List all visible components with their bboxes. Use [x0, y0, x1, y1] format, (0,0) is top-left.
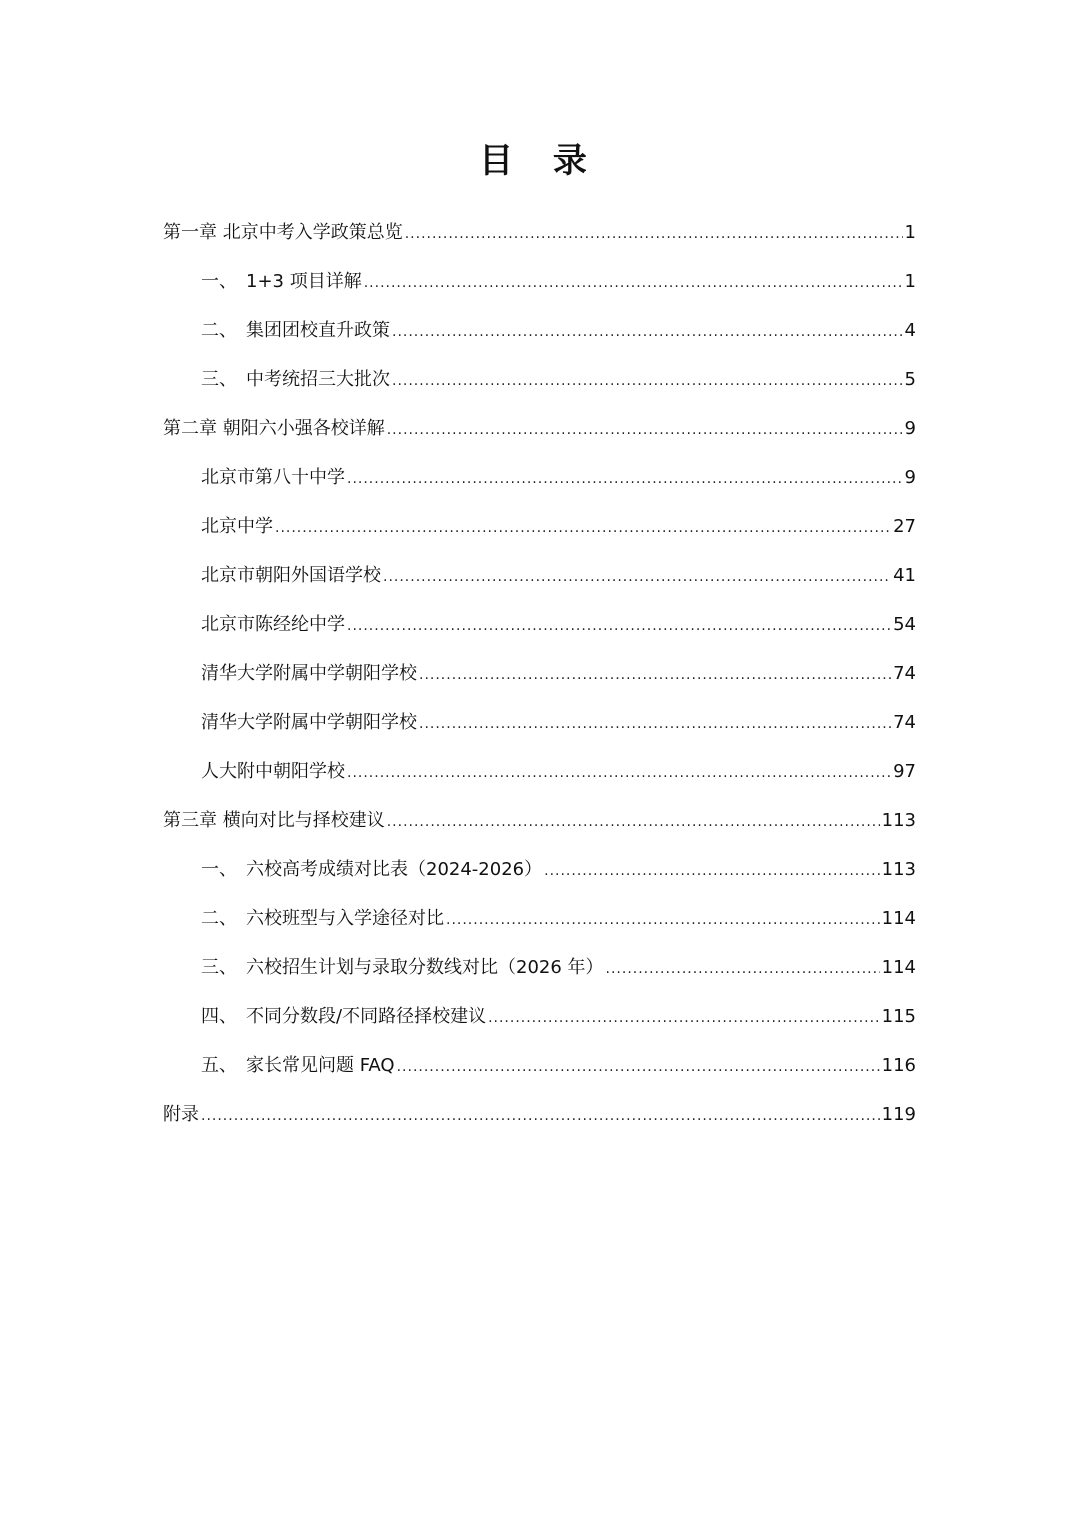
entry-title: 家长常见问题 FAQ — [246, 1055, 395, 1076]
dot-leader — [387, 406, 903, 455]
toc-section-entry[interactable] — [163, 747, 916, 796]
toc-section-entry[interactable] — [163, 992, 916, 1041]
entry-title: 六校班型与入学途径对比 — [246, 908, 444, 929]
page-number: 74 — [893, 663, 916, 684]
entry-title: 六校高考成绩对比表（2024-2026） — [246, 859, 543, 880]
entry-title: 不同分数段/不同路径择校建议 — [246, 1006, 487, 1027]
table-of-contents — [163, 208, 916, 1139]
entry-title: 北京市陈经纶中学 — [201, 614, 345, 635]
page-number: 27 — [893, 516, 916, 537]
entry-title: 北京中学 — [201, 516, 273, 537]
dot-leader — [405, 210, 903, 259]
page-number: 5 — [904, 369, 916, 390]
toc-section-entry[interactable] — [163, 698, 916, 747]
page-number: 97 — [893, 761, 916, 782]
dot-leader — [364, 259, 903, 308]
toc-section-entry[interactable] — [163, 306, 916, 355]
toc-chapter-entry[interactable] — [163, 404, 916, 453]
toc-section-entry[interactable] — [163, 894, 916, 943]
dot-leader — [488, 994, 880, 1043]
page-number: 41 — [893, 565, 916, 586]
entry-title: 清华大学附属中学朝阳学校 — [201, 663, 417, 684]
entry-number: 二、 — [201, 908, 237, 929]
toc-chapter-entry[interactable] — [163, 1090, 916, 1139]
entry-title: 1+3 项目详解 — [246, 271, 362, 292]
entry-title: 集团团校直升政策 — [246, 320, 390, 341]
entry-number: 三、 — [201, 957, 237, 978]
entry-title: 人大附中朝阳学校 — [201, 761, 345, 782]
page-number: 9 — [904, 418, 916, 439]
page-number: 1 — [904, 271, 916, 292]
page-number: 115 — [881, 1006, 916, 1027]
toc-section-entry[interactable] — [163, 257, 916, 306]
toc-chapter-entry[interactable] — [163, 208, 916, 257]
entry-title: 第三章 横向对比与择校建议 — [163, 810, 385, 831]
entry-title: 北京市朝阳外国语学校 — [201, 565, 381, 586]
dot-leader — [392, 357, 903, 406]
dot-leader — [347, 749, 891, 798]
dot-leader — [397, 1043, 880, 1092]
dot-leader — [419, 700, 891, 749]
entry-number: 五、 — [201, 1055, 237, 1076]
entry-title: 附录 — [163, 1104, 199, 1125]
entry-title: 中考统招三大批次 — [246, 369, 390, 390]
dot-leader — [201, 1092, 880, 1141]
entry-number: 二、 — [201, 320, 237, 341]
entry-title: 第二章 朝阳六小强各校详解 — [163, 418, 385, 439]
toc-section-entry[interactable] — [163, 649, 916, 698]
entry-number: 四、 — [201, 1006, 237, 1027]
page-number: 9 — [904, 467, 916, 488]
dot-leader — [275, 504, 891, 553]
toc-title: 目 录 — [479, 141, 601, 181]
page-number: 114 — [881, 957, 916, 978]
toc-section-entry[interactable] — [163, 1041, 916, 1090]
entry-title: 六校招生计划与录取分数线对比（2026 年） — [246, 957, 604, 978]
dot-leader — [544, 847, 880, 896]
dot-leader — [387, 798, 880, 847]
dot-leader — [392, 308, 903, 357]
page-number: 1 — [904, 222, 916, 243]
toc-section-entry[interactable] — [163, 502, 916, 551]
dot-leader — [606, 945, 880, 994]
toc-section-entry[interactable] — [163, 943, 916, 992]
dot-leader — [347, 602, 891, 651]
toc-section-entry[interactable] — [163, 600, 916, 649]
dot-leader — [446, 896, 880, 945]
toc-chapter-entry[interactable] — [163, 796, 916, 845]
entry-number: 一、 — [201, 271, 237, 292]
dot-leader — [419, 651, 891, 700]
toc-section-entry[interactable] — [163, 551, 916, 600]
entry-title: 第一章 北京中考入学政策总览 — [163, 222, 403, 243]
toc-section-entry[interactable] — [163, 355, 916, 404]
page-number: 74 — [893, 712, 916, 733]
entry-title: 清华大学附属中学朝阳学校 — [201, 712, 417, 733]
page-number: 4 — [904, 320, 916, 341]
dot-leader — [383, 553, 891, 602]
page-number: 114 — [881, 908, 916, 929]
page-number: 119 — [881, 1104, 916, 1125]
dot-leader — [347, 455, 903, 504]
page-number: 116 — [881, 1055, 916, 1076]
page-number: 113 — [881, 859, 916, 880]
toc-section-entry[interactable] — [163, 453, 916, 502]
page-number: 113 — [881, 810, 916, 831]
toc-section-entry[interactable] — [163, 845, 916, 894]
entry-number: 三、 — [201, 369, 237, 390]
entry-number: 一、 — [201, 859, 237, 880]
entry-title: 北京市第八十中学 — [201, 467, 345, 488]
page-number: 54 — [893, 614, 916, 635]
